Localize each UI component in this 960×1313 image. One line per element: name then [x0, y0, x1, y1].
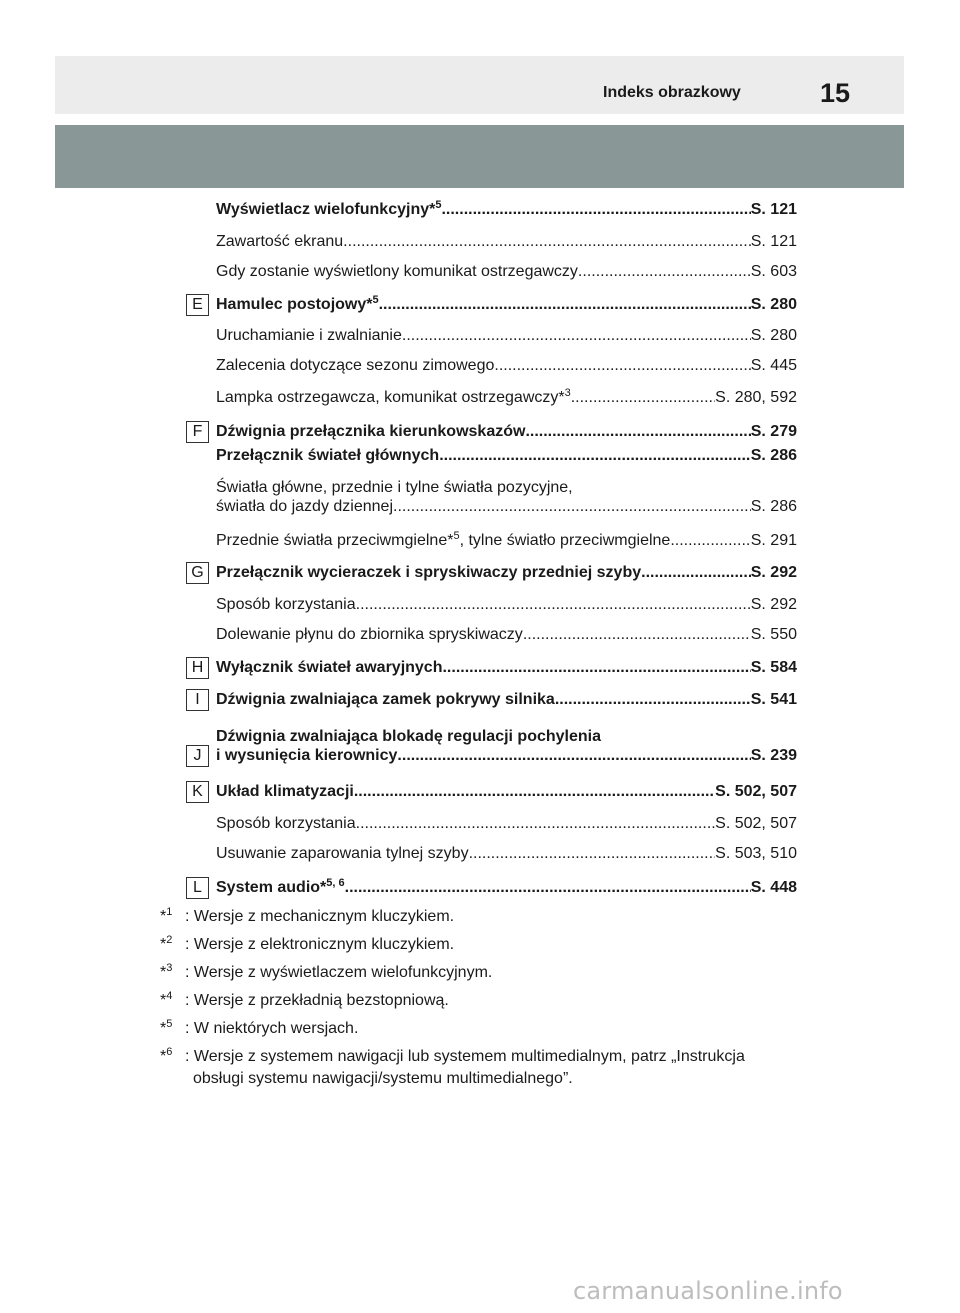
footnote-number: 2: [166, 934, 173, 946]
footnote-text-line: : Wersje z systemem nawigacji lub systemem multimedialnym, patrz „Instrukcja: [185, 1048, 745, 1065]
dot-leader: [525, 421, 750, 443]
footnote-number: 6: [166, 1046, 173, 1058]
dot-leader: [571, 387, 715, 409]
section-banner: [55, 125, 904, 188]
index-page-reference: S. 286: [750, 498, 797, 515]
dot-leader: [402, 325, 751, 347]
page-number: 15: [820, 78, 851, 108]
index-entry-text: Sposób korzystania: [216, 815, 356, 832]
index-entry-title: [216, 781, 354, 803]
dot-leader: [641, 562, 751, 584]
footnote-marker: *$^2$: [160, 934, 173, 953]
index-entry-text-continued: , tylne światło przeciwmgielne: [459, 532, 671, 549]
footnote-reference: 3: [564, 387, 571, 399]
index-entry-text: Uruchamianie i zwalnianie: [216, 327, 402, 344]
index-entry-text: Dolewanie płynu do zbiornika spryskiwaczy: [216, 626, 523, 643]
index-entry-text: Gdy zostanie wyświetlony komunikat ostrzegawczy: [216, 263, 578, 280]
dot-leader: [494, 355, 750, 377]
index-entry[interactable]: [216, 496, 797, 518]
footnote-marker: *$^3$: [160, 962, 173, 981]
index-entry[interactable]: [216, 231, 797, 253]
index-entry-title: [216, 745, 397, 767]
footnote-text: [185, 906, 825, 928]
index-page-reference: S. 121: [750, 201, 797, 218]
index-entry-title: [216, 355, 494, 377]
index-letter-badge: H: [186, 657, 209, 679]
dot-leader: [345, 877, 751, 899]
dot-leader: [356, 594, 751, 616]
index-entry-title: [216, 813, 356, 835]
index-entry-text: Hamulec postojowy*: [216, 296, 373, 313]
index-letter-badge: K: [186, 781, 209, 803]
index-entry-title: [216, 562, 641, 584]
index-entry-line: Światła główne, przednie i tylne światła pozycyjne,: [216, 479, 573, 496]
index-page-reference: S. 503, 510: [715, 845, 797, 862]
index-entry-text: Układ klimatyzacji: [216, 783, 354, 800]
index-letter-badge: J: [186, 745, 209, 767]
index-entry-title: [216, 496, 393, 518]
dot-leader: [439, 445, 751, 467]
footnote-text-line: : W niektórych wersjach.: [185, 1020, 359, 1037]
index-entry-title: [216, 445, 439, 467]
dot-leader: [379, 294, 751, 316]
index-page-reference: S. 239: [750, 747, 797, 764]
footnote-text: [185, 1046, 825, 1090]
index-page-reference: S. 445: [750, 357, 797, 374]
index-entry-text: Zalecenia dotyczące sezonu zimowego: [216, 357, 495, 374]
index-page-reference: S. 550: [750, 626, 797, 643]
index-entry-title: [216, 689, 555, 711]
index-entry-text: Sposób korzystania: [216, 596, 356, 613]
index-entry[interactable]: [216, 325, 797, 347]
index-entry-title: [216, 530, 670, 552]
dot-leader: [441, 199, 750, 221]
footnote-text-line: : Wersje z przekładnią bezstopniową.: [185, 992, 449, 1009]
dot-leader: [670, 530, 750, 552]
footnote-text: [185, 934, 825, 956]
index-page-reference: S. 603: [750, 263, 797, 280]
index-entry-title: [216, 387, 571, 409]
index-entry[interactable]: [216, 624, 797, 646]
index-letter-badge: G: [186, 562, 209, 584]
index-entry-text: System audio*: [216, 879, 327, 896]
index-entry-title: [216, 594, 356, 616]
footnote-reference: 5: [435, 199, 442, 211]
index-entry-text: Wyświetlacz wielofunkcyjny*: [216, 201, 436, 218]
index-entry-title: [216, 199, 441, 221]
index-entry-text: Przełącznik świateł głównych: [216, 447, 440, 464]
index-entry-title: [216, 421, 525, 443]
header-band: [55, 56, 904, 114]
footnote-text-line: : Wersje z mechanicznym kluczykiem.: [185, 908, 455, 925]
index-page-reference: S. 291: [750, 532, 797, 549]
index-entry[interactable]: [216, 421, 797, 443]
dot-leader: [354, 781, 715, 803]
dot-leader: [442, 657, 750, 679]
index-entry[interactable]: [216, 294, 797, 316]
index-entry[interactable]: [216, 530, 797, 552]
index-entry[interactable]: [216, 689, 797, 711]
index-entry-text: Przełącznik wycieraczek i spryskiwaczy przedniej szyby: [216, 564, 642, 581]
index-entry[interactable]: [216, 657, 797, 679]
index-entry[interactable]: [216, 387, 797, 409]
index-entry[interactable]: [216, 877, 797, 899]
index-entry[interactable]: [216, 199, 797, 221]
footnote-reference: 5, 6: [326, 877, 345, 889]
index-page-reference: S. 584: [750, 659, 797, 676]
index-entry[interactable]: [216, 261, 797, 283]
dot-leader: [356, 813, 716, 835]
dot-leader: [397, 745, 750, 767]
index-letter-badge: I: [186, 689, 209, 711]
watermark: carmanualsonline.info: [573, 1277, 843, 1305]
index-entry[interactable]: [216, 355, 797, 377]
footnote-text-line: : Wersje z elektronicznym kluczykiem.: [185, 936, 455, 953]
footnote-number: 3: [166, 962, 173, 974]
footnote-text-line: : Wersje z wyświetlaczem wielofunkcyjnym.: [185, 964, 493, 981]
index-entry[interactable]: [216, 781, 797, 803]
index-entry[interactable]: [216, 813, 797, 835]
index-entry-text: Dźwignia zwalniająca zamek pokrywy silnika: [216, 691, 555, 708]
index-page-reference: S. 279: [750, 423, 797, 440]
index-entry-title: [216, 261, 578, 283]
index-entry-title: [216, 877, 345, 899]
footnote-marker: *$^1$: [160, 906, 173, 925]
footnote-number: 1: [166, 906, 173, 918]
index-page-reference: S. 448: [750, 879, 797, 896]
footnote-reference: 5: [372, 294, 379, 306]
index-page-reference: S. 280: [750, 296, 797, 313]
index-entry[interactable]: [216, 562, 797, 584]
index-entry[interactable]: [216, 445, 797, 467]
index-entry-text: Dźwignia przełącznika kierunkowskazów: [216, 423, 526, 440]
footnote-number: 4: [166, 990, 173, 1002]
index-entry[interactable]: [216, 843, 797, 865]
index-entry-title: [216, 294, 379, 316]
index-entry-text: Zawartość ekranu: [216, 233, 344, 250]
footnote-reference: 5: [453, 530, 460, 542]
dot-leader: [393, 496, 751, 518]
index-page-reference: S. 292: [750, 564, 797, 581]
index-letter-badge: L: [186, 877, 209, 899]
index-entry-title: [216, 231, 343, 253]
index-entry-text: Wyłącznik świateł awaryjnych: [216, 659, 443, 676]
index-entry[interactable]: [216, 594, 797, 616]
index-page-reference: S. 280, 592: [715, 389, 797, 406]
index-page-reference: S. 286: [750, 447, 797, 464]
index-entry-title: [216, 657, 442, 679]
dot-leader: [343, 231, 751, 253]
dot-leader: [578, 261, 751, 283]
footnote-text: [185, 990, 825, 1012]
dot-leader: [523, 624, 751, 646]
index-page-reference: S. 121: [750, 233, 797, 250]
index-letter-badge: E: [186, 294, 209, 316]
page-section-title: Indeks obrazkowy: [603, 84, 741, 101]
footnote-text: [185, 962, 825, 984]
index-page-reference: S. 292: [750, 596, 797, 613]
dot-leader: [555, 689, 751, 711]
dot-leader: [469, 843, 716, 865]
index-page-reference: S. 280: [750, 327, 797, 344]
index-letter-badge: F: [186, 421, 209, 443]
index-entry-title: [216, 624, 523, 646]
footnote-text-line: obsługi systemu nawigacji/systemu multimedialnego”.: [193, 1070, 573, 1087]
index-entry[interactable]: [216, 745, 797, 767]
footnote-marker: *$^6$: [160, 1046, 173, 1065]
index-entry-text: Przednie światła przeciwmgielne*: [216, 532, 454, 549]
index-entry-line: Dźwignia zwalniająca blokadę regulacji pochylenia: [216, 728, 602, 745]
index-page-reference: S. 541: [750, 691, 797, 708]
footnote-number: 5: [166, 1018, 173, 1030]
index-entry-text: Lampka ostrzegawcza, komunikat ostrzegawczy*: [216, 389, 565, 406]
index-entry-text: Usuwanie zaparowania tylnej szyby: [216, 845, 469, 862]
index-page-reference: S. 502, 507: [715, 783, 797, 800]
index-entry-title: [216, 325, 402, 347]
footnote-marker: *$^5$: [160, 1018, 173, 1037]
footnote-marker: *$^4$: [160, 990, 173, 1009]
footnote-text: [185, 1018, 825, 1040]
index-page-reference: S. 502, 507: [715, 815, 797, 832]
index-entry-text: i wysunięcia kierownicy: [216, 747, 398, 764]
index-entry-text: światła do jazdy dziennej: [216, 498, 393, 515]
index-entry-title: [216, 843, 469, 865]
